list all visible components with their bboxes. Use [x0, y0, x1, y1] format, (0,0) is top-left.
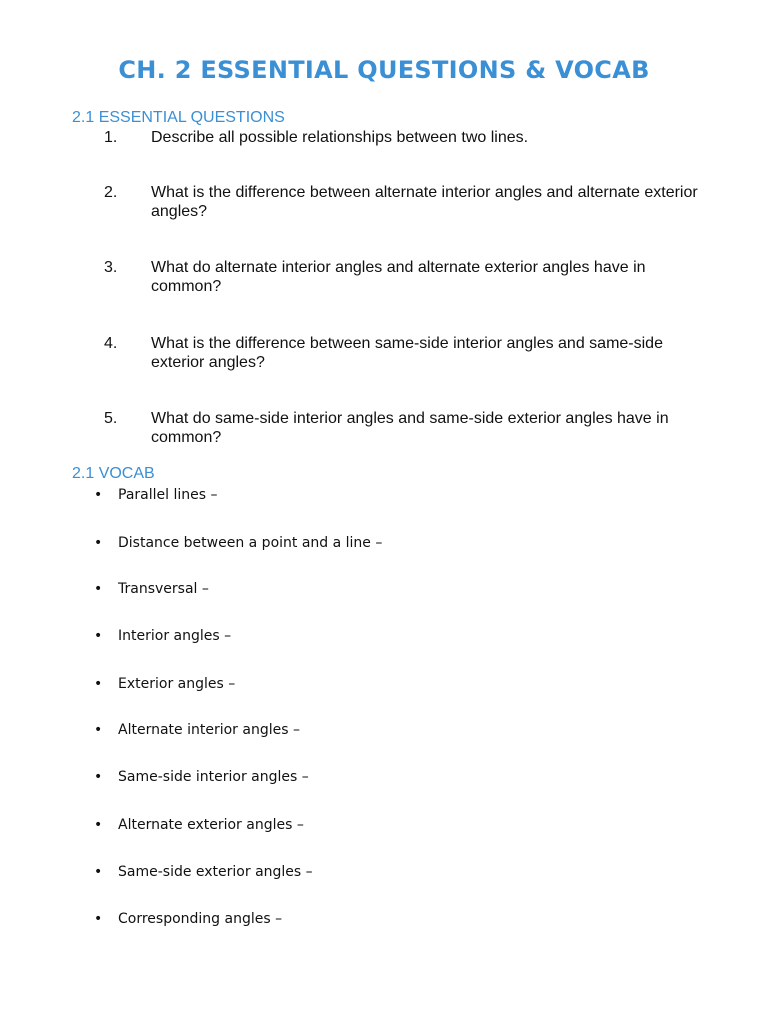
question-text: What is the difference between same-side interior angles and same-side exterior angles?	[151, 335, 663, 371]
vocab-term: Corresponding angles –	[118, 911, 283, 927]
bullet-icon: •	[94, 911, 103, 927]
vocab-term: Alternate exterior angles –	[118, 817, 304, 833]
bullet-icon: •	[94, 535, 103, 551]
vocab-term: Same-side exterior angles –	[118, 864, 313, 880]
bullet-icon: •	[94, 628, 103, 644]
vocab-term: Transversal –	[118, 581, 209, 597]
question-text: What do same-side interior angles and same-side exterior angles have in common?	[151, 410, 669, 446]
question-text: What is the difference between alternate interior angles and alternate exterior angles?	[151, 184, 698, 220]
question-number: 5.	[104, 410, 118, 427]
question-text: What do alternate interior angles and alternate exterior angles have in common?	[151, 259, 646, 295]
bullet-icon: •	[94, 487, 103, 503]
question-number: 4.	[104, 335, 118, 352]
question-number: 3.	[104, 259, 118, 276]
bullet-icon: •	[94, 817, 103, 833]
question-number: 1.	[104, 129, 118, 146]
bullet-icon: •	[94, 769, 103, 785]
question-number: 2.	[104, 184, 118, 201]
vocab-heading: 2.1 VOCAB	[72, 465, 155, 482]
page-title: CH. 2 ESSENTIAL QUESTIONS & VOCAB	[118, 56, 650, 84]
vocab-term: Exterior angles –	[118, 676, 236, 692]
bullet-icon: •	[94, 676, 103, 692]
bullet-icon: •	[94, 581, 103, 597]
bullet-icon: •	[94, 864, 103, 880]
bullet-icon: •	[94, 722, 103, 738]
vocab-term: Interior angles –	[118, 628, 232, 644]
vocab-term: Distance between a point and a line –	[118, 535, 383, 551]
question-text: Describe all possible relationships between two lines.	[151, 129, 529, 146]
vocab-term: Same-side interior angles –	[118, 769, 309, 785]
vocab-term: Alternate interior angles –	[118, 722, 300, 738]
vocab-term: Parallel lines –	[118, 487, 218, 503]
essential-questions-heading: 2.1 ESSENTIAL QUESTIONS	[72, 109, 285, 126]
